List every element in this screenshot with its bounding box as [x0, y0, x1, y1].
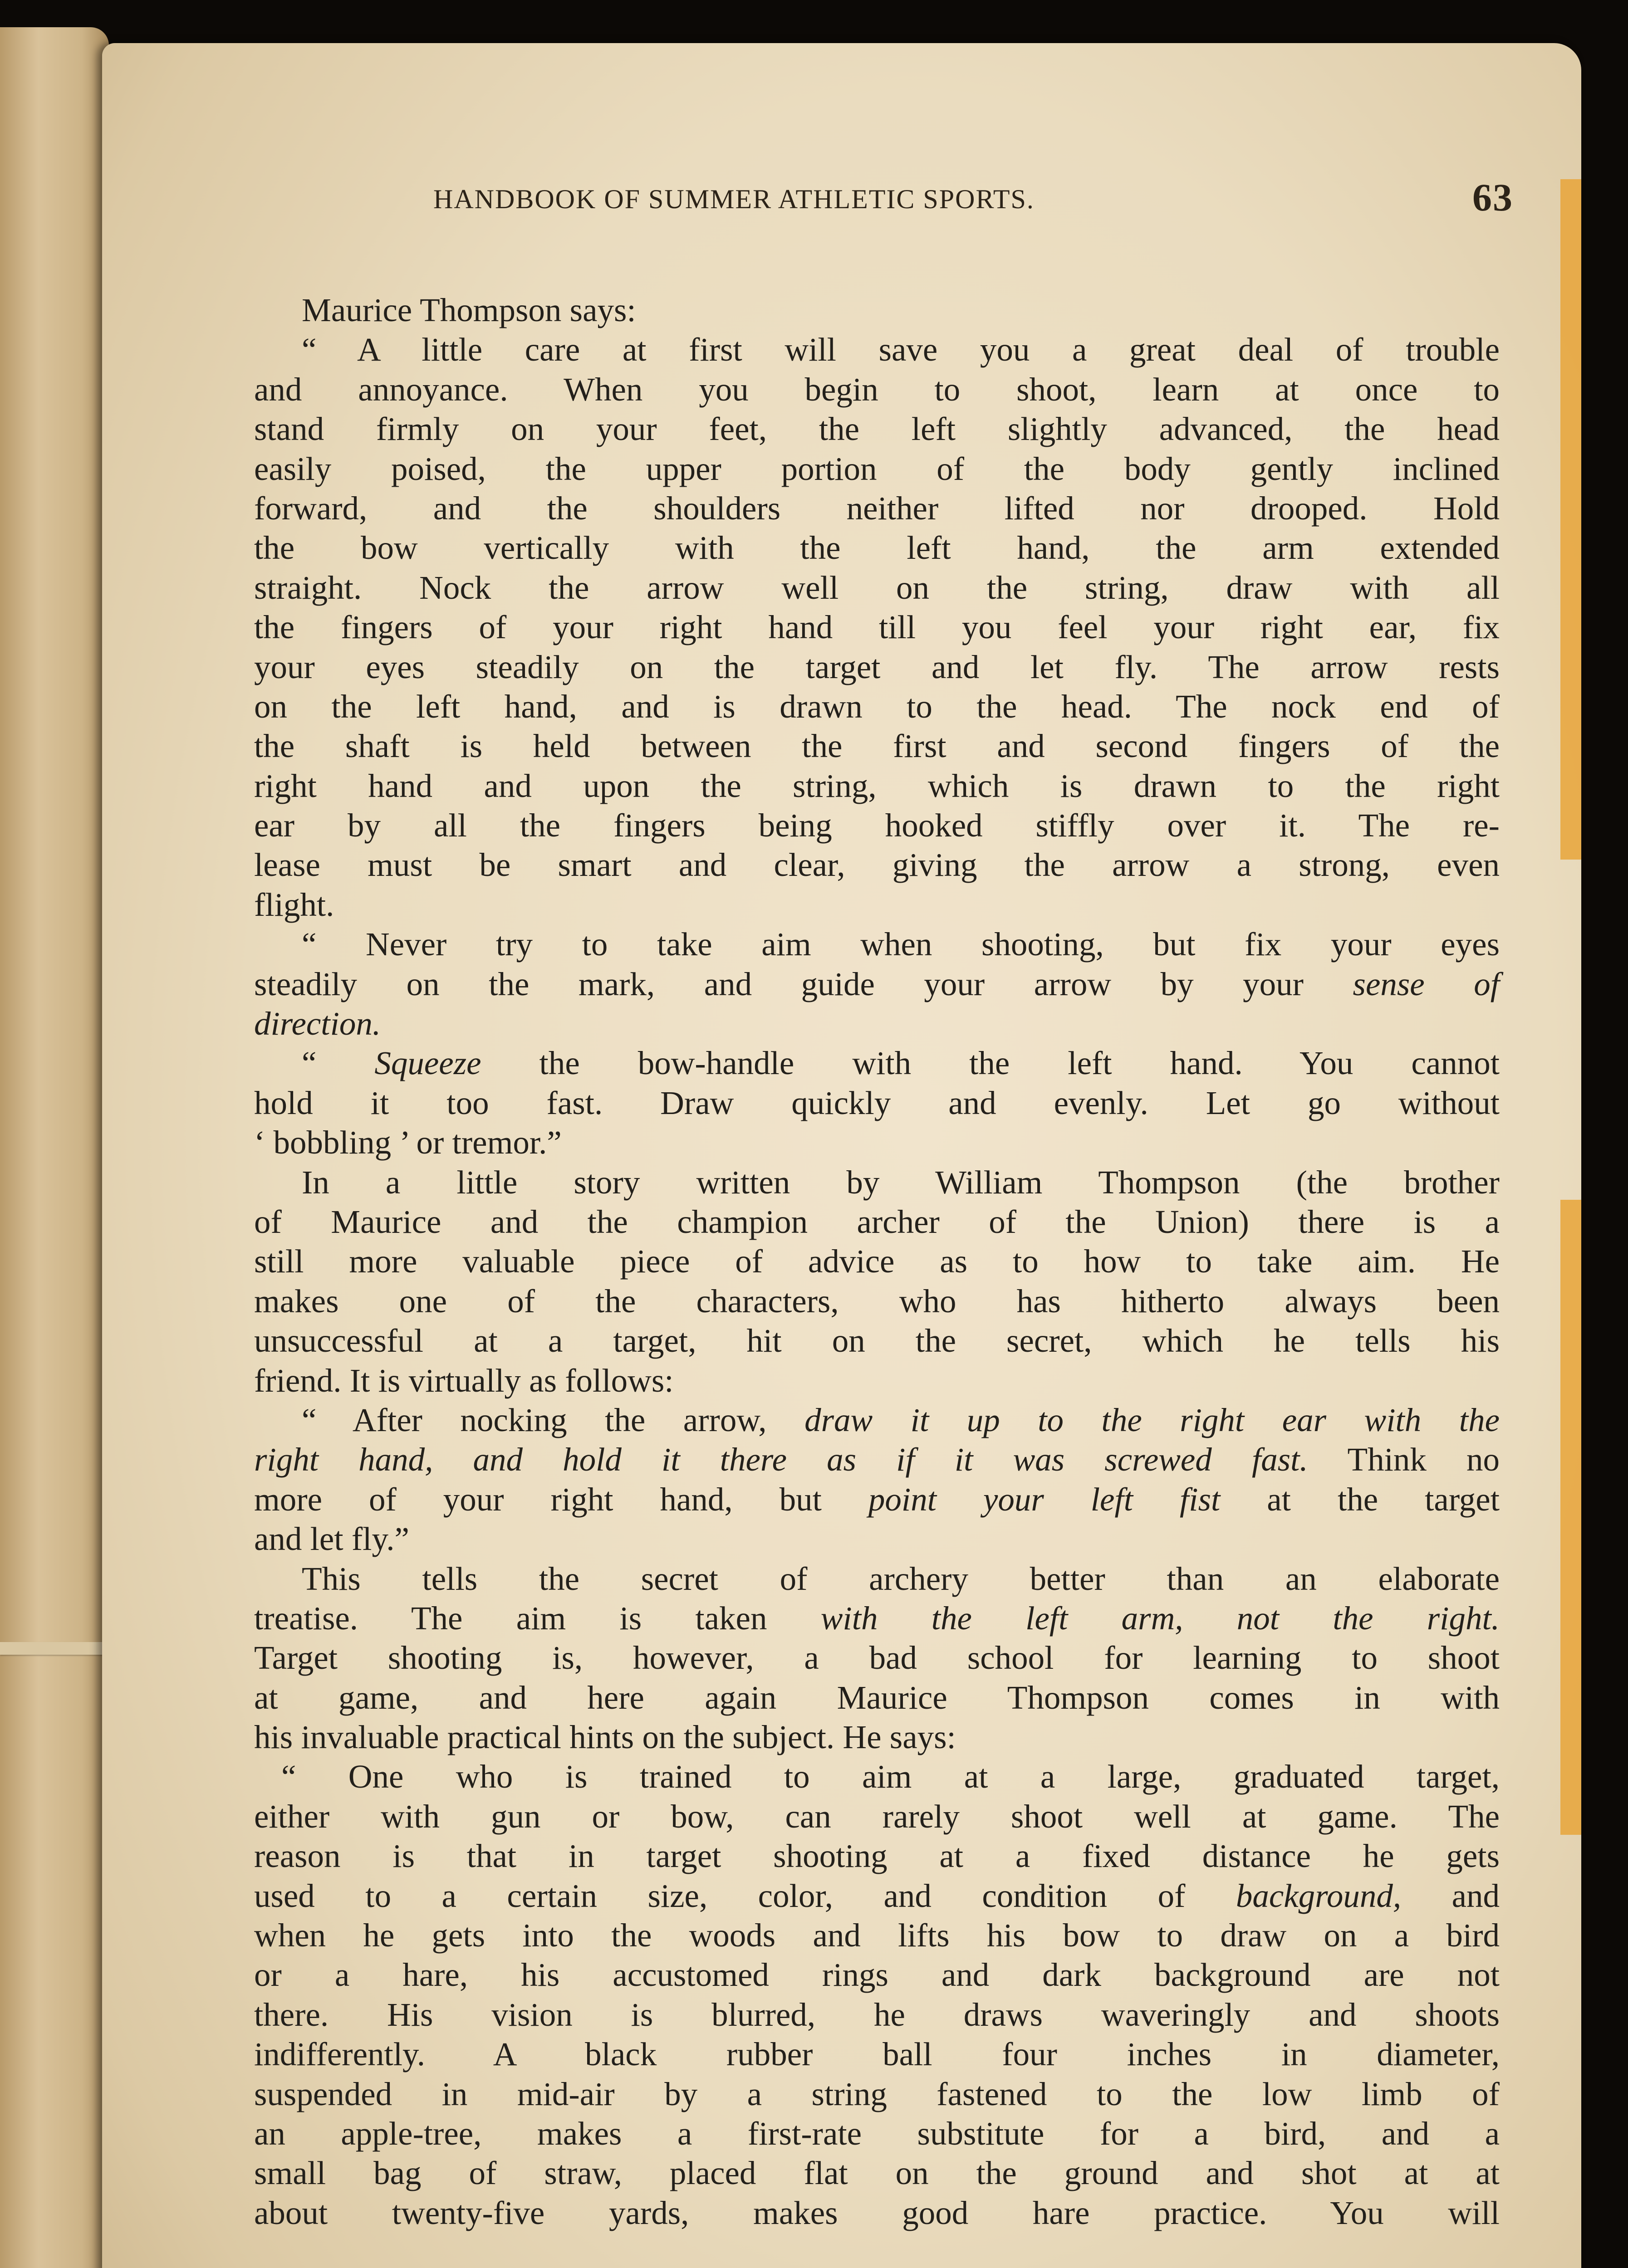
italic-text: point your left fist: [868, 1481, 1221, 1518]
italic-text: sense of: [1353, 965, 1500, 1002]
text-line: [254, 1797, 1500, 1836]
text-segment: “ A little care at first will save you a great deal of trouble: [302, 331, 1500, 368]
text-segment: your eyes steadily on the target and let fly. The arrow rests: [254, 648, 1500, 685]
text-line: [254, 1598, 1500, 1638]
text-segment: hold it too fast. Draw quickly and evenly. Let go without: [254, 1084, 1500, 1121]
text-line: [254, 1123, 1500, 1162]
text-segment: and annoyance. When you begin to shoot, learn at once to: [254, 371, 1500, 408]
text-segment: In a little story written by William Thompson (the brother: [302, 1163, 1500, 1201]
text-line: [254, 409, 1500, 449]
text-line: [254, 1440, 1500, 1479]
text-line: [254, 370, 1500, 409]
text-segment: the bow-handle with the left hand. You cannot: [481, 1045, 1500, 1082]
text-segment: used to a certain size, color, and condition of: [254, 1877, 1236, 1914]
text-line: [254, 1361, 1500, 1400]
text-line: [254, 2193, 1500, 2233]
italic-text: draw it up to the right ear with the: [804, 1401, 1500, 1438]
text-line: [254, 647, 1500, 687]
text-line: [254, 2114, 1500, 2153]
text-line: [254, 687, 1500, 726]
text-line: [254, 1242, 1500, 1281]
text-line: [254, 330, 1500, 369]
text-line: [254, 726, 1500, 766]
text-segment: indifferently. A black rubber ball four inches in diameter,: [254, 2036, 1500, 2073]
text-line: [254, 1163, 1500, 1202]
text-line: [254, 1995, 1500, 2034]
text-segment: This tells the secret of archery better than an elaborate: [302, 1560, 1500, 1597]
text-segment: right hand and upon the string, which is drawn to the right: [254, 767, 1500, 804]
text-segment: or a hare, his accustomed rings and dark background are not: [254, 1956, 1500, 1994]
text-line: [254, 1281, 1500, 1321]
text-segment: when he gets into the woods and lifts his bow to draw on a bird: [254, 1917, 1500, 1954]
text-segment: ‘ bobbling ’ or tremor.”: [254, 1124, 562, 1161]
text-segment: the bow vertically with the left hand, the arm extended: [254, 529, 1500, 567]
text-line: [254, 1678, 1500, 1717]
text-line: [254, 290, 1500, 330]
italic-text: direction.: [254, 1005, 381, 1042]
text-segment: and: [1401, 1877, 1500, 1914]
text-line: [254, 1043, 1500, 1083]
text-line: [254, 806, 1500, 845]
text-line: [254, 1836, 1500, 1876]
text-segment: unsuccessful at a target, hit on the secret, which he tells his: [254, 1322, 1500, 1359]
text-segment: lease must be smart and clear, giving the arrow a strong, even: [254, 846, 1500, 884]
text-segment: Think no: [1308, 1441, 1500, 1478]
text-segment: “ Never try to take aim when shooting, but fix your eyes: [302, 926, 1500, 963]
text-line: [254, 1480, 1500, 1519]
text-line: [254, 1955, 1500, 1994]
text-segment: Maurice Thompson says:: [302, 292, 636, 328]
text-segment: either with gun or bow, can rarely shoot well at game. The: [254, 1798, 1500, 1835]
text-line: [254, 489, 1500, 528]
text-segment: straight. Nock the arrow well on the string, draw with all: [254, 569, 1500, 606]
italic-text: Squeeze: [374, 1045, 481, 1082]
text-segment: friend. It is virtually as follows:: [254, 1362, 674, 1399]
text-line: [254, 1559, 1500, 1598]
italic-text: background,: [1236, 1877, 1402, 1914]
text-segment: steadily on the mark, and guide your arrow by your: [254, 965, 1353, 1002]
text-line: [254, 1876, 1500, 1916]
text-line: [254, 766, 1500, 806]
text-segment: treatise. The aim is taken: [254, 1599, 821, 1637]
previous-page-edge: [0, 27, 109, 2268]
text-segment: his invaluable practical hints on the subject. He says:: [254, 1719, 956, 1756]
text-segment: about twenty-five yards, makes good hare practice. You will: [254, 2194, 1500, 2231]
text-segment: forward, and the shoulders neither lifted nor drooped. Hold: [254, 489, 1500, 527]
text-segment: an apple-tree, makes a first-rate substitute for a bird, and a: [254, 2115, 1500, 2152]
page-header: [433, 175, 1513, 225]
text-segment: reason is that in target shooting at a fixed distance he gets: [254, 1838, 1500, 1875]
text-line: [254, 1321, 1500, 1360]
text-line: [254, 2034, 1500, 2074]
text-line: [254, 1757, 1500, 1796]
text-segment: there. His vision is blurred, he draws waveringly and shoots: [254, 1996, 1500, 2033]
text-segment: “: [302, 1045, 375, 1082]
text-segment: ear by all the fingers being hooked stiffly over it. The re-: [254, 807, 1500, 844]
text-segment: the fingers of your right hand till you feel your right ear, fix: [254, 609, 1500, 646]
text-line: [254, 1717, 1500, 1757]
text-line: [254, 845, 1500, 885]
text-segment: stand firmly on your feet, the left slightly advanced, the head: [254, 411, 1500, 448]
text-line: [254, 885, 1500, 924]
text-line: [254, 607, 1500, 647]
text-line: [254, 528, 1500, 567]
text-line: [254, 1083, 1500, 1123]
text-segment: more of your right hand, but: [254, 1481, 868, 1518]
text-segment: “ One who is trained to aim at a large, graduated target,: [281, 1758, 1500, 1795]
text-segment: makes one of the characters, who has hitherto always been: [254, 1282, 1500, 1320]
book-page: [102, 43, 1581, 2268]
text-segment: easily poised, the upper portion of the body gently inclined: [254, 450, 1500, 487]
text-line: [254, 2074, 1500, 2114]
text-segment: “ After nocking the arrow,: [302, 1401, 805, 1438]
page-edge-stain: [1560, 179, 1581, 860]
text-segment: at the target: [1220, 1481, 1500, 1518]
text-segment: and let fly.”: [254, 1520, 409, 1558]
italic-text: with the left arm, not the right.: [820, 1599, 1500, 1637]
text-line: [254, 1519, 1500, 1559]
text-segment: suspended in mid-air by a string fastened to the low limb of: [254, 2075, 1500, 2112]
text-line: [254, 1202, 1500, 1242]
text-line: [254, 568, 1500, 607]
text-segment: still more valuable piece of advice as to how to take aim. He: [254, 1243, 1500, 1280]
text-line: [254, 1004, 1500, 1043]
text-segment: small bag of straw, placed flat on the ground and shot at at: [254, 2155, 1500, 2192]
text-line: [254, 1400, 1500, 1440]
running-head: HANDBOOK OF SUMMER ATHLETIC SPORTS.: [433, 184, 1035, 214]
text-segment: of Maurice and the champion archer of the Union) there is a: [254, 1203, 1500, 1240]
text-line: [254, 2153, 1500, 2193]
italic-text: right hand, and hold it there as if it was screwed fast.: [254, 1441, 1308, 1478]
text-segment: at game, and here again Maurice Thompson comes in with: [254, 1679, 1500, 1716]
text-segment: flight.: [254, 886, 334, 923]
page-edge-stain: [1560, 1200, 1581, 1835]
text-line: [254, 924, 1500, 964]
text-segment: the shaft is held between the first and second fingers of the: [254, 728, 1500, 765]
body-text: [254, 290, 1500, 2233]
text-segment: on the left hand, and is drawn to the head. The nock end of: [254, 688, 1500, 725]
text-line: [254, 1916, 1500, 1955]
page-number: 63: [1472, 176, 1513, 219]
text-line: [254, 964, 1500, 1004]
text-line: [254, 1638, 1500, 1677]
text-segment: Target shooting is, however, a bad school for learning to shoot: [254, 1639, 1500, 1677]
text-line: [254, 449, 1500, 489]
